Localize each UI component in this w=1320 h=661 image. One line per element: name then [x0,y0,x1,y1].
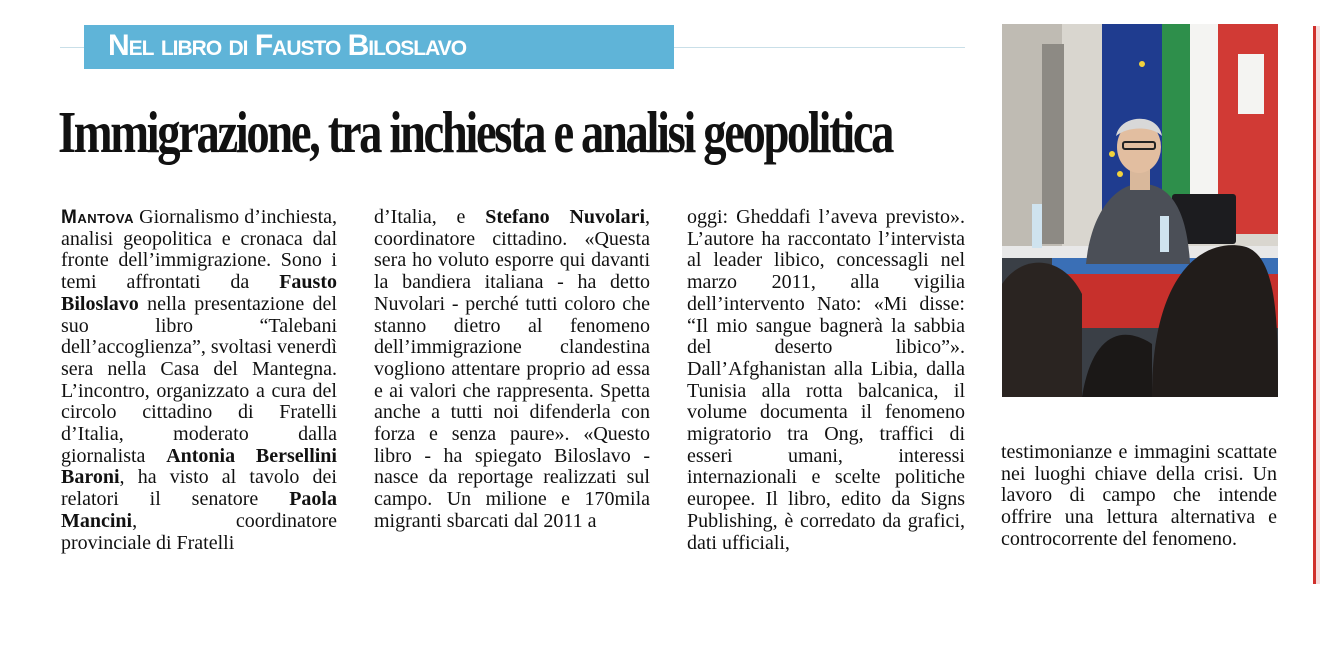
col1-text-4: , coordinatore provinciale di Fratelli [61,509,337,554]
col2-bold-1: Stefano Nuvolari [485,206,646,228]
article-photo [1002,24,1278,397]
headline: Immigrazione, tra inchiesta e analisi geopolitica [58,99,893,165]
kicker-banner [84,25,674,69]
col2-text-2: , coordinatore cittadino. «Questa sera ho voluto esporre qui davanti la bandiera italiana - ha detto Nuvolari - perché tutti coloro che stanno dietro al fenomeno dell’immigrazione clandestina vogliono attentare proprio ad essa e ai valori che rappresenta. Spetta anche a tutti noi difenderla con forza e senza paure». «Questo libro - ha spiegato Biloslavo - nasce da reportage realizzati sul campo. Un milione e 170mila migranti sbarcati dal 2011 a [374,206,651,532]
col4-text-1: testimonianze e immagini scattate nei luoghi chiave della crisi. Un lavoro di campo che intende offrire una lettura alternativa e controcorrente del fenomeno. [1001,441,1277,550]
col1-bold-1: Fausto Biloslavo [61,271,337,315]
col2-text-1: d’Italia, e [374,206,486,228]
dateline: Mantova [61,207,135,228]
article-column-3 [687,207,965,554]
article-column-2 [374,207,650,533]
photo-illustration [1002,24,1278,397]
col1-text-1: Giornalismo d’inchiesta, analisi geopolitica e cronaca dal fronte dell’immigrazione. Sono i temi affrontati da [61,206,337,294]
col1-bold-3: Paola Mancini [61,488,337,532]
page-edge-tint [1316,26,1320,584]
col1-bold-2: Antonia Bersellini Baroni [61,444,337,489]
article-column-4 [1001,442,1277,551]
col1-text-2: nella presentazione del suo libro “Talebani dell’accoglienza”, svoltasi venerdì sera nella Casa del Mantegna. L’incontro, organizzato a cura del circolo cittadino di Fratelli d’Italia, moderato dalla giornalista [61,292,337,467]
col1-text-3: , ha visto al tavolo dei relatori il senatore [61,466,337,511]
col3-text-1: oggi: Gheddafi l’aveva previsto». L’autore ha raccontato l’intervista al leader libico, concessagli nel marzo 2011, alla vigilia dell’intervento Nato: «Mi disse: “Il mio sangue bagnerà la sabbia del deserto libico”». Dall’Afghanistan alla Libia, dalla Tunisia alla rotta balcanica, il volume documenta il fenomeno migratorio tra Ong, traffici di esseri umani, interessi internazionali e scelte politiche europee. Il libro, edito da Signs Publishing, è corredato da grafici, dati ufficiali, [687,206,965,554]
kicker-text: Nel libro di Fausto Biloslavo [108,29,467,62]
article-column-1 [61,207,337,554]
